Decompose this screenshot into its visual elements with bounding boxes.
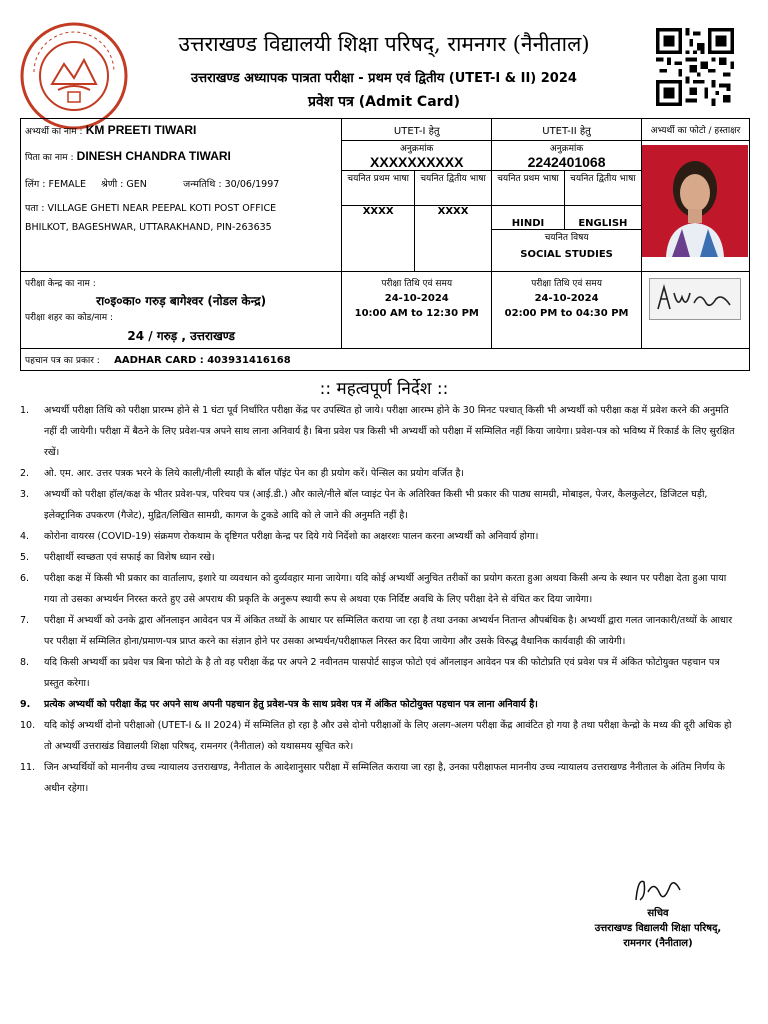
signatory-block	[548, 872, 768, 951]
utet2-heading: UTET-II हेतु	[492, 119, 642, 141]
exam-name: उत्तराखण्ड अध्यापक पात्रता परीक्षा - प्रथम एवं द्वितीय (UTET-I & II) 2024	[191, 71, 577, 86]
instruction-item: 9. प्रत्येक अभ्यर्थी को परीक्षा केंद्र पर अपने साथ अपनी पहचान हेतु प्रवेश-पत्र के साथ प्रवेश पत्र में अंकित फोटोयुक्त पहचान पत्र लाना अनिवार्य है।	[20, 699, 538, 710]
board-name: उत्तराखण्ड विद्यालयी शिक्षा परिषद्, रामनगर (नैनीताल)	[178, 32, 590, 56]
address-label: पता :	[25, 203, 45, 214]
dob-label: जन्मतिथि :	[183, 179, 222, 190]
utet2-lang1-label: चयनित प्रथम भाषा	[492, 171, 564, 205]
utet1-date-label: परीक्षा तिथि एवं समय	[381, 279, 453, 289]
instruction-item: 8. यदि किसी अभ्यर्थी का प्रवेश पत्र बिना फोटो के है तो वह परीक्षा केंद्र पर अपने 2 नवीनतम पासपोर्ट साइज फोटो एवं ऑनलाइन आवेदन पत्र की फोटोप्रति एवं प्रवेश पत्र में अंकित फोटोयुक्त पहचान पत्र प्रस्तुत करेगा।	[20, 657, 720, 689]
person-photo-icon	[642, 145, 748, 257]
candidate-details-cell	[21, 119, 342, 272]
utet1-lang1-value: XXXX	[342, 205, 414, 271]
photo-signature-label: अभ्यर्थी का फोटो / हस्ताक्षर	[641, 119, 749, 141]
utet2-roll-number: 2242401068	[527, 154, 606, 170]
utet2-exam-time: 02:00 PM to 04:30 PM	[504, 308, 629, 319]
candidate-name-label: अभ्यर्थी का नाम :	[25, 127, 83, 137]
utet1-heading: UTET-I हेतु	[342, 119, 492, 141]
id-proof-row	[21, 349, 750, 371]
utet1-roll-number: XXXXXXXXXX	[370, 154, 464, 170]
utet1-roll-cell	[342, 141, 492, 171]
signature-image	[650, 279, 740, 319]
qr-code	[654, 28, 736, 106]
gender-value: FEMALE	[48, 179, 86, 190]
centre-name-label: परीक्षा केन्द्र का नाम :	[25, 279, 96, 289]
instruction-item: 1. अभ्यर्थी परीक्षा तिथि को परीक्षा प्रारम्भ होने से 1 घंटा पूर्व निर्धारित परीक्षा केंद्र पर उपस्थित हो जाये। परीक्षा आरम्भ होने के 30 मिनट पश्चात् किसी भी अभ्यर्थी को परीक्षा कक्ष में प्रवेश करने की अनुमति नहीं दी जायेगी। परीक्षा में बैठने के लिए प्रवेश-पत्र अपने साथ लाना अनिवार्य है। बिना प्रवेश पत्र किसी भी अभ्यर्थी को परीक्षा में सम्मिलित नहीं किया जायेगा। प्रवेश-पत्र को भविष्य में रिकार्ड के लिए सुरक्षित रखें।	[20, 405, 735, 458]
id-type-label: पहचान पत्र का प्रकार :	[25, 356, 100, 366]
instruction-item: 2. ओ. एम. आर. उत्तर पत्रक भरने के लिये काली/नीली स्याही के बॉल पॉइंट पेन का ही प्रयोग करें। पेन्सिल का प्रयोग वर्जित है।	[20, 468, 465, 479]
utet1-language-cell	[342, 171, 492, 272]
instructions-list	[20, 400, 740, 799]
utet2-lang2-value: ENGLISH	[564, 205, 641, 229]
candidate-signature-cell	[641, 272, 749, 349]
utet2-date-cell	[492, 272, 642, 349]
utet2-subject-label: चयनित विषय	[544, 232, 589, 243]
utet2-roll-label: अनुक्रमांक	[549, 144, 584, 154]
exam-centre-cell	[21, 272, 342, 349]
utet2-exam-date: 24-10-2024	[534, 293, 599, 304]
utet2-roll-cell	[492, 141, 642, 171]
address-line-1: VILLAGE GHETI NEAR PEEPAL KOTI POST OFFICE	[47, 203, 277, 214]
signatory-place: रामनगर (नैनीताल)	[623, 938, 693, 949]
candidate-photo	[642, 145, 748, 257]
utet2-date-label: परीक्षा तिथि एवं समय	[531, 279, 602, 289]
candidate-signature	[649, 278, 741, 320]
utet2-lang1-value: HINDI	[492, 205, 564, 229]
instruction-item: 5. परीक्षार्थी स्वच्छता एवं सफाई का विशेष ध्यान रखे।	[20, 552, 215, 563]
dob-value: 30/06/1997	[224, 179, 280, 190]
instructions-title: :: महत्वपूर्ण निर्देश ::	[319, 379, 449, 399]
instruction-item: 3. अभ्यर्थी को परीक्षा हॉल/कक्ष के भीतर प्रवेश-पत्र, परिचय पत्र (आई.डी.) और काले/नीले बॉल प्वाइंट पेन के अतिरिक्त किसी भी प्रकार की पाठ्य सामग्री, मोबाइल, पेजर, कैलकुलेटर, डिजिटल घड़ी, इलेक्ट्रानिक उपकरण (गैजेट), मुद्रित/लिखित सामग्री, कागज के टुकडे आदि को ले जाने की अनुमति नहीं है।	[20, 489, 708, 521]
signatory-title: सचिव	[647, 908, 669, 919]
utet2-language-cell	[492, 171, 642, 272]
utet1-date-cell	[342, 272, 492, 349]
category-label: श्रेणी :	[101, 179, 124, 190]
instruction-item: 11. जिन अभ्यर्थियों को माननीय उच्च न्यायालय उत्तराखण्ड, नैनीताल के आदेशानुसार परीक्षा में सम्मिलित कराया जा रहा है, उनका परीक्षाफल माननीय उच्च न्यायालय उत्तराखण्ड नैनीताल के अंतिम निर्णय के अधीन रहेगा।	[20, 762, 725, 794]
instruction-item: 7. परीक्षा में अभ्यर्थी को उनके द्वारा ऑनलाइन आवेदन पत्र में अंकित तथ्यों के आधार पर सम्मिलित कराया जा रहा है तथा उनका अभ्यर्थन नितान्त औपबंधिक है। अभ्यर्थी द्वारा गलत जानकारी/तथ्यों के आधार पर परीक्षा में सम्मिलित होना/प्रमाण-पत्र प्राप्त करने का संज्ञान होने पर उसका अभ्यर्थन/परीक्षाफल निरस्त कर दिया जायेगा और उसके विरुद्ध वैधानिक कार्यवाही की जायेगी।	[20, 615, 733, 647]
utet1-exam-time: 10:00 AM to 12:30 PM	[354, 308, 479, 319]
father-name-label: पिता का नाम :	[25, 153, 74, 163]
instruction-item: 10. यदि कोई अभ्यर्थी दोनो परीक्षाओ (UTET-I & II 2024) में सम्मिलित हो रहा है और उसे दोनो परीक्षाओं के लिए अलग-अलग परीक्षा केंद्र आवंटित हो गया है तथा परीक्षा केन्द्रो के मध्य की दूरी अधिक हो तो अभ्यर्थी उत्तराखंड विद्यालयी शिक्षा परिषद्, रामनगर (नैनीताल) को यथासमय सूचित करे।	[20, 720, 732, 752]
signatory-org: उत्तराखण्ड विद्यालयी शिक्षा परिषद्,	[594, 923, 722, 934]
utet1-lang2-value: XXXX	[414, 205, 491, 271]
centre-city: 24 / गरुड़ , उत्तराखण्ड	[127, 329, 235, 343]
address-line-2: BHILKOT, BAGESHWAR, UTTARAKHAND, PIN-263635	[25, 222, 272, 233]
instruction-item: 6. परीक्षा कक्ष में किसी भी प्रकार का वार्तालाप, इशारे या व्यवधान को दुर्व्यवहार माना जायेगा। यदि कोई अभ्यर्थी अनुचित तरीकों का प्रयोग करता हुआ अथवा किसी अन्य के स्थान पर परीक्षा देता हुआ पाया गया तो उसका अभ्यर्थन निरस्त करते हुए उसे अपराध की प्रकृति के अनुरूप स्थायी रूप से अथवा एक निर्दिष्ट अवधि के लिए परीक्षा देने से वंचित कर दिया जायेगा।	[20, 573, 727, 605]
category-value: GEN	[126, 179, 147, 190]
admit-card-table	[20, 118, 750, 371]
secretary-signature	[628, 872, 688, 906]
utet1-lang1-label: चयनित प्रथम भाषा	[342, 171, 414, 205]
document-title: प्रवेश पत्र (Admit Card)	[308, 94, 460, 110]
centre-name: रा०इ०का० गरुड़ बागेश्वर (नोडल केन्द्र)	[96, 294, 267, 308]
utet2-subject-value: SOCIAL STUDIES	[520, 248, 613, 260]
id-type-value: AADHAR CARD : 403931416168	[114, 355, 291, 366]
utet2-lang2-label: चयनित द्वितीय भाषा	[564, 171, 641, 205]
utet1-lang2-label: चयनित द्वितीय भाषा	[414, 171, 491, 205]
candidate-photo-cell	[641, 141, 749, 272]
utet1-roll-label: अनुक्रमांक	[400, 144, 434, 154]
utet1-exam-date: 24-10-2024	[384, 293, 449, 304]
gender-label: लिंग :	[25, 179, 46, 190]
father-name: DINESH CHANDRA TIWARI	[76, 149, 231, 163]
centre-city-label: परीक्षा शहर का कोड/नाम :	[25, 313, 114, 323]
instruction-item: 4. कोरोना वायरस (COVID-19) संक्रमण रोकथाम के दृष्टिगत परीक्षा केन्द्र पर दिये गये निर्देशो का अक्षरशः पालन करना अभ्यर्थी को अनिवार्य होगा।	[20, 531, 539, 542]
candidate-name: KM PREETI TIWARI	[85, 123, 197, 137]
